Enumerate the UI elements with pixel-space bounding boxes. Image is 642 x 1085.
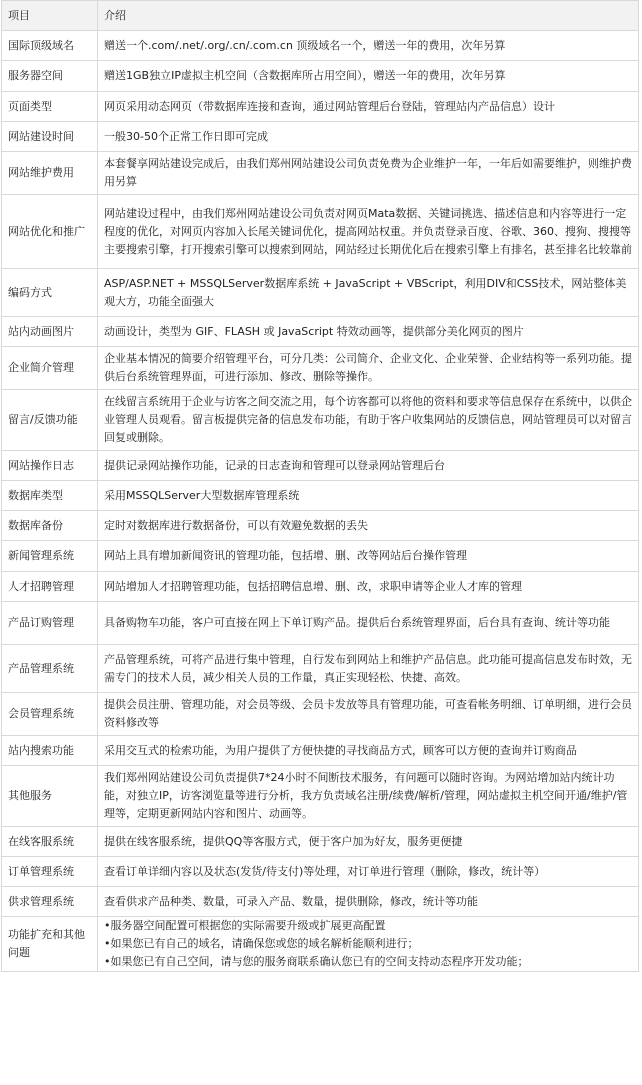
table-row <box>2 390 639 451</box>
table-row <box>2 122 639 152</box>
row-label: 服务器空间 <box>2 61 98 92</box>
row-label: 网站维护费用 <box>2 152 98 195</box>
table-row <box>2 602 639 645</box>
table-row <box>2 857 639 887</box>
row-description: 本套餐享网站建设完成后，由我们郑州网站建设公司负责免费为企业维护一年，一年后如需要维护，则维护费用另算 <box>98 152 639 195</box>
table-row <box>2 152 639 195</box>
row-description: 采用交互式的检索功能，为用户提供了方便快捷的寻找商品方式，顾客可以方便的查询并订购商品 <box>98 736 639 766</box>
row-description: 具备购物车功能，客户可直接在网上下单订购产品。提供后台系统管理界面，后台具有查询、统计等功能 <box>98 602 639 645</box>
row-description: 我们郑州网站建设公司负责提供7*24小时不间断技术服务，有问题可以随时咨询。为网站增加站内统计功能，对独立IP，访客浏览量等进行分析，我方负责域名注册/续费/解析/管理，网站虚拟主机空间开通/维护/管理等，定期更新网站内容和图片、动画等。 <box>98 766 639 827</box>
row-description: 赠送一个.com/.net/.org/.cn/.com.cn 顶级域名一个，赠送一年的费用，次年另算 <box>98 31 639 61</box>
table-row <box>2 481 639 511</box>
row-description <box>98 917 639 972</box>
row-label: 其他服务 <box>2 766 98 827</box>
row-description: 产品管理系统，可将产品进行集中管理，自行发布到网站上和维护产品信息。此功能可提高信息发布时效，无需专门的技术人员，减少相关人员的工作量，真正实现轻松、快捷、高效。 <box>98 645 639 693</box>
row-label: 产品订购管理 <box>2 602 98 645</box>
feature-table-container <box>1 0 641 972</box>
table-row <box>2 887 639 917</box>
row-description: 企业基本情况的简要介绍管理平台，可分几类：公司简介、企业文化、企业荣誉、企业结构等一系列功能。提供后台系统管理界面，可进行添加、修改、删除等操作。 <box>98 347 639 390</box>
table-row <box>2 92 639 122</box>
row-label: 国际顶级域名 <box>2 31 98 61</box>
row-label: 在线客服系统 <box>2 827 98 857</box>
row-description: 提供在线客服系统，提供QQ等客服方式，便于客户加为好友，服务更便捷 <box>98 827 639 857</box>
row-description: 提供记录网站操作功能，记录的日志查询和管理可以登录网站管理后台 <box>98 451 639 481</box>
row-label: 站内动画图片 <box>2 317 98 347</box>
table-row <box>2 451 639 481</box>
table-row <box>2 269 639 317</box>
table-row <box>2 766 639 827</box>
row-description: 查看供求产品种类、数量，可录入产品、数量，提供删除，修改，统计等功能 <box>98 887 639 917</box>
row-label: 订单管理系统 <box>2 857 98 887</box>
row-description: ASP/ASP.NET + MSSQLServer数据库系统 + JavaScript + VBScript，利用DIV和CSS技术，网站整体美观大方，功能全面强大 <box>98 269 639 317</box>
table-row <box>2 61 639 92</box>
row-label: 数据库类型 <box>2 481 98 511</box>
row-description: 网站建设过程中，由我们郑州网站建设公司负责对网页Mata数据、关键词挑选、描述信息和内容等进行一定程度的优化，对网页内容加入长尾关键词优化，提高网站权重。并负责登录百度、谷歌、360、搜狗、搜搜等主要搜索引擎，打开搜索引擎可以搜索到网站，网站经过长期优化后在搜索引擎上有排名，甚至排名比较靠前 <box>98 195 639 269</box>
row-description: 采用MSSQLServer大型数据库管理系统 <box>98 481 639 511</box>
header-intro-cell: 介绍 <box>98 1 639 31</box>
table-row <box>2 645 639 693</box>
row-label: 网站操作日志 <box>2 451 98 481</box>
bullet-list <box>104 917 632 971</box>
row-label: 产品管理系统 <box>2 645 98 693</box>
row-description: 定时对数据库进行数据备份，可以有效避免数据的丢失 <box>98 511 639 541</box>
table-row <box>2 572 639 602</box>
row-description: 在线留言系统用于企业与访客之间交流之用，每个访客都可以将他的资料和要求等信息保存在系统中，以供企业管理人员观看。留言板提供完备的信息发布功能，有助于客户收集网站的反馈信息，网站管理员可以对留言回复或删除。 <box>98 390 639 451</box>
table-row <box>2 511 639 541</box>
feature-table <box>1 0 639 972</box>
row-description: 一般30-50个正常工作日即可完成 <box>98 122 639 152</box>
table-row <box>2 541 639 572</box>
table-row <box>2 827 639 857</box>
row-label: 编码方式 <box>2 269 98 317</box>
table-row <box>2 347 639 390</box>
bullet-item: •服务器空间配置可根据您的实际需要升级或扩展更高配置 <box>104 919 386 932</box>
row-description: 提供会员注册、管理功能，对会员等级、会员卡发放等具有管理功能，可查看帐务明细、订单明细，进行会员资料修改等 <box>98 693 639 736</box>
table-row <box>2 736 639 766</box>
row-label: 会员管理系统 <box>2 693 98 736</box>
table-header-row <box>2 1 639 31</box>
row-label: 页面类型 <box>2 92 98 122</box>
bullet-item: •如果您已有自己空间，请与您的服务商联系确认您已有的空间支持动态程序开发功能； <box>104 955 529 968</box>
row-label: 留言/反馈功能 <box>2 390 98 451</box>
table-row <box>2 317 639 347</box>
table-row <box>2 31 639 61</box>
bullet-item: •如果您已有自己的域名，请确保您或您的域名解析能顺利进行； <box>104 937 419 950</box>
row-description: 网站上具有增加新闻资讯的管理功能，包括增、删、改等网站后台操作管理 <box>98 541 639 572</box>
table-row <box>2 195 639 269</box>
row-label: 数据库备份 <box>2 511 98 541</box>
table-body <box>2 31 639 972</box>
table-row <box>2 693 639 736</box>
row-description: 动画设计，类型为 GIF、FLASH 或 JavaScript 特效动画等，提供部分美化网页的图片 <box>98 317 639 347</box>
row-label: 企业简介管理 <box>2 347 98 390</box>
row-label: 新闻管理系统 <box>2 541 98 572</box>
row-description: 网站增加人才招聘管理功能，包括招聘信息增、删、改，求职申请等企业人才库的管理 <box>98 572 639 602</box>
row-description: 查看订单详细内容以及状态(发货/待支付)等处理，对订单进行管理（删除，修改，统计等） <box>98 857 639 887</box>
table-row <box>2 917 639 972</box>
row-description: 网页采用动态网页（带数据库连接和查询，通过网站管理后台登陆，管理站内产品信息）设计 <box>98 92 639 122</box>
row-label: 网站优化和推广 <box>2 195 98 269</box>
row-label: 网站建设时间 <box>2 122 98 152</box>
row-label: 人才招聘管理 <box>2 572 98 602</box>
row-label: 供求管理系统 <box>2 887 98 917</box>
row-label: 站内搜索功能 <box>2 736 98 766</box>
header-item-cell: 项目 <box>2 1 98 31</box>
row-label: 功能扩充和其他问题 <box>2 917 98 972</box>
row-description: 赠送1GB独立IP虚拟主机空间（含数据库所占用空间），赠送一年的费用，次年另算 <box>98 61 639 92</box>
